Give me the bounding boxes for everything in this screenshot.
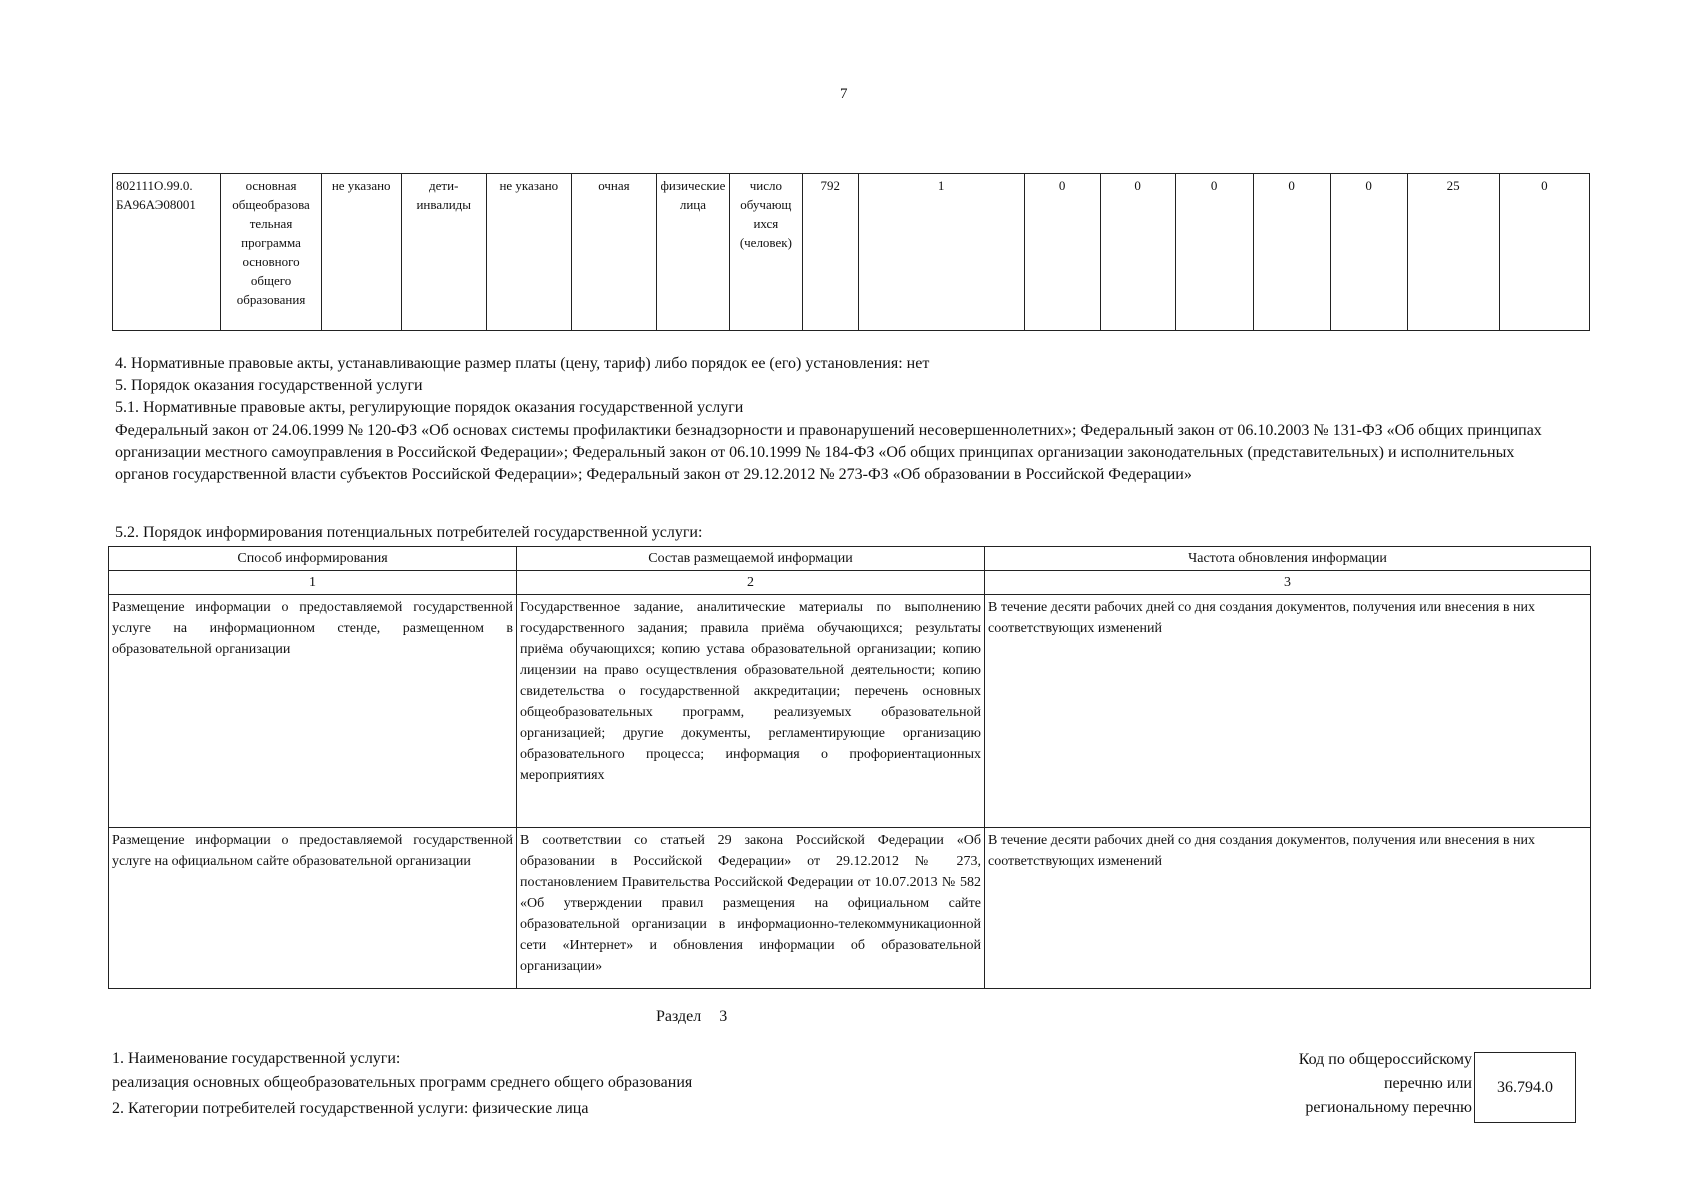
table-cell: не указано — [321, 174, 401, 331]
column-header: Способ информирования — [109, 547, 517, 571]
table-cell: Государственное задание, аналитические материалы по выполнению государственного задания; правила приёма обучающихся; результаты приёма обучающихся; копию устава образовательной организации; копию лицензии на право осуществления образовательной деятельности; копию свидетельства о государственной аккредитации; перечень основных общеобразовательных программ, реализуемых образовательной организацией; другие документы, регламентирующие организацию образовательного процесса; информация о профориентационных мероприятиях — [517, 595, 985, 828]
page-number: 7 — [840, 86, 848, 102]
registry-code-label: Код по общероссийскому перечню или региональному перечню — [1298, 1051, 1472, 1116]
registry-code-value: 36.794.0 — [1497, 1078, 1553, 1096]
consumer-categories: 2. Категории потребителей государственной услуги: физические лица — [112, 1100, 589, 1117]
table-cell: физические лица — [656, 174, 729, 331]
indicator-table — [112, 173, 1590, 331]
table-cell: Размещение информации о предоставляемой государственной услуге на информационном стенде, размещенном в образовательной организации — [109, 595, 517, 828]
section-5-1-heading: 5.1. Нормативные правовые акты, регулирующие порядок оказания государственной услуги — [115, 399, 744, 416]
laws-paragraph: Федеральный закон от 24.06.1999 № 120-ФЗ «Об основах системы профилактики безнадзорности и правонарушений несовершеннолетних»; Федеральный закон от 06.10.2003 № 131-ФЗ «Об общих принципах организации местного самоуправления в Российской Федерации»; Федеральный закон от 06.10.1999 № 184-ФЗ «Об общих принципах организации законодательных (представительных) и исполнительных органов государственной власти субъектов Российской Федерации»; Федеральный закон от 29.12.2012 № 273-ФЗ «Об образовании в Российской Федерации» — [115, 422, 1542, 483]
service-name-label: 1. Наименование государственной услуги: — [112, 1050, 401, 1067]
table-cell: основная общеобразова тельная программа основного общего образования — [221, 174, 321, 331]
table-row — [109, 595, 1591, 828]
registry-code-cell: 802111О.99.0. БА96АЭ08001 — [113, 174, 221, 331]
table-cell: 0 — [1330, 174, 1407, 331]
table-cell: Размещение информации о предоставляемой государственной услуге на официальном сайте образовательной организации — [109, 828, 517, 989]
table-cell: В течение десяти рабочих дней со дня создания документов, получения или внесения в них соответствующих изменений — [985, 828, 1591, 989]
section-heading: Раздел 3 — [656, 1008, 728, 1025]
table-row — [109, 828, 1591, 989]
column-header: Состав размещаемой информации — [517, 547, 985, 571]
table-cell: 1 — [858, 174, 1024, 331]
registry-code-box — [1474, 1052, 1576, 1123]
table-cell: В течение десяти рабочих дней со дня создания документов, получения или внесения в них соответствующих изменений — [985, 595, 1591, 828]
table-cell: 0 — [1175, 174, 1253, 331]
table-cell: 0 — [1024, 174, 1100, 331]
service-name-value: реализация основных общеобразовательных программ среднего общего образования — [112, 1074, 693, 1091]
table-cell: очная — [571, 174, 656, 331]
table-cell: 0 — [1253, 174, 1330, 331]
table-cell: не указано — [486, 174, 571, 331]
column-number: 1 — [109, 571, 517, 595]
column-number: 3 — [985, 571, 1591, 595]
table-cell: В соответствии со статьей 29 закона Российской Федерации «Об образовании в Российской Федерации» от 29.12.2012 № 273, постановлением Правительства Российской Федерации от 10.07.2013 № 582 «Об утверждении правил размещения на официальном сайте образовательной организации в информационно-телекоммуникационной сети «Интернет» и обновления информации об образовательной организации» — [517, 828, 985, 989]
table-number-row — [109, 571, 1591, 595]
table-cell: 792 — [802, 174, 858, 331]
table-cell: 0 — [1499, 174, 1589, 331]
section-5-heading: 5. Порядок оказания государственной услуги — [115, 377, 423, 394]
information-table — [108, 546, 1591, 989]
section-4-text: 4. Нормативные правовые акты, устанавливающие размер платы (цену, тариф) либо порядок ее (его) установления: нет — [115, 355, 930, 372]
table-cell: число обучающ ихся (человек) — [729, 174, 802, 331]
table-cell: 25 — [1407, 174, 1499, 331]
table-cell: дети- инвалиды — [401, 174, 486, 331]
section-5-2-heading: 5.2. Порядок информирования потенциальных потребителей государственной услуги: — [115, 524, 703, 541]
table-header-row — [109, 547, 1591, 571]
column-header: Частота обновления информации — [985, 547, 1591, 571]
column-number: 2 — [517, 571, 985, 595]
table-row — [113, 174, 1590, 331]
table-cell: 0 — [1100, 174, 1175, 331]
